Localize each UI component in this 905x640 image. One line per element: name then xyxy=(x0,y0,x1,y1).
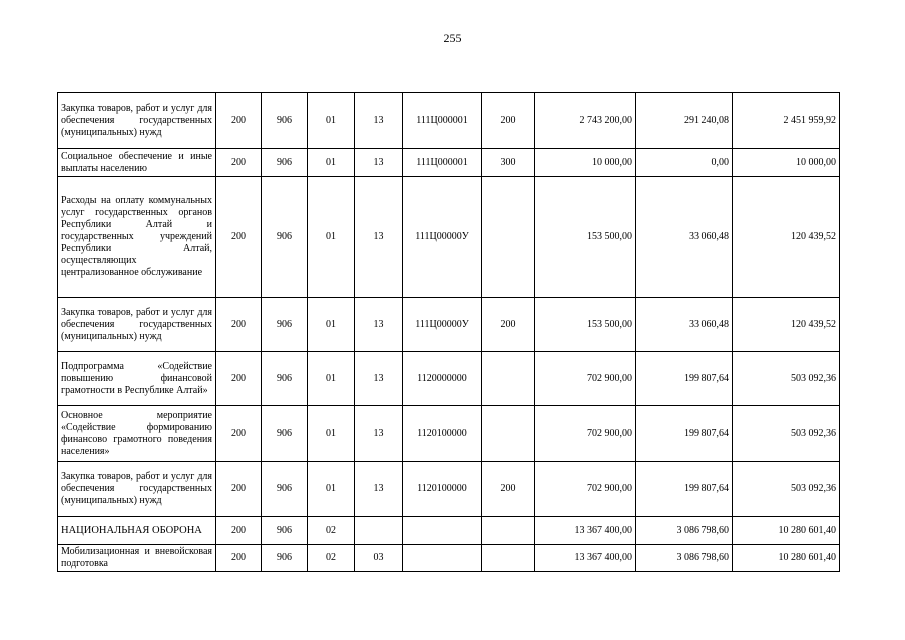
grbs-code: 906 xyxy=(262,517,308,545)
glava-code: 200 xyxy=(216,93,262,149)
glava-code: 200 xyxy=(216,462,262,517)
expense-type-code: 200 xyxy=(482,93,535,149)
table-row xyxy=(58,406,840,462)
target-article-code: 1120000000 xyxy=(403,352,482,406)
row-name: Социальное обеспечение и иные выплаты населению xyxy=(58,149,216,177)
section-code: 02 xyxy=(308,545,355,572)
remain-amount: 503 092,36 xyxy=(733,352,840,406)
section-code: 01 xyxy=(308,149,355,177)
row-name: Закупка товаров, работ и услуг для обеспечения государственных (муниципальных) нужд xyxy=(58,462,216,517)
section-code: 01 xyxy=(308,406,355,462)
table-row xyxy=(58,177,840,298)
remain-amount: 2 451 959,92 xyxy=(733,93,840,149)
remain-amount: 120 439,52 xyxy=(733,298,840,352)
remain-amount: 503 092,36 xyxy=(733,406,840,462)
glava-code: 200 xyxy=(216,406,262,462)
expense-type-code xyxy=(482,352,535,406)
subsection-code: 13 xyxy=(355,462,403,517)
subsection-code: 03 xyxy=(355,545,403,572)
table-row xyxy=(58,462,840,517)
row-name: НАЦИОНАЛЬНАЯ ОБОРОНА xyxy=(58,517,216,545)
section-code: 01 xyxy=(308,177,355,298)
table-row xyxy=(58,517,840,545)
plan-amount: 702 900,00 xyxy=(535,406,636,462)
target-article-code xyxy=(403,545,482,572)
fact-amount: 33 060,48 xyxy=(636,177,733,298)
fact-amount: 0,00 xyxy=(636,149,733,177)
fact-amount: 3 086 798,60 xyxy=(636,545,733,572)
remain-amount: 120 439,52 xyxy=(733,177,840,298)
plan-amount: 13 367 400,00 xyxy=(535,517,636,545)
grbs-code: 906 xyxy=(262,352,308,406)
grbs-code: 906 xyxy=(262,462,308,517)
table-row xyxy=(58,298,840,352)
section-code: 01 xyxy=(308,298,355,352)
glava-code: 200 xyxy=(216,352,262,406)
plan-amount: 153 500,00 xyxy=(535,177,636,298)
expense-type-code xyxy=(482,406,535,462)
grbs-code: 906 xyxy=(262,93,308,149)
row-name: Расходы на оплату коммунальных услуг государственных органов Республики Алтай и государственных учреждений Республики Алтай, осуществляющих централизованное обслуживание xyxy=(58,177,216,298)
expense-type-code xyxy=(482,177,535,298)
plan-amount: 13 367 400,00 xyxy=(535,545,636,572)
remain-amount: 503 092,36 xyxy=(733,462,840,517)
row-name: Закупка товаров, работ и услуг для обеспечения государственных (муниципальных) нужд xyxy=(58,93,216,149)
table-row xyxy=(58,93,840,149)
row-name: Подпрограмма «Содействие повышению финансовой грамотности в Республике Алтай» xyxy=(58,352,216,406)
expense-type-code: 200 xyxy=(482,462,535,517)
expense-type-code: 300 xyxy=(482,149,535,177)
target-article-code: 111Ц00000У xyxy=(403,177,482,298)
section-code: 01 xyxy=(308,352,355,406)
subsection-code: 13 xyxy=(355,352,403,406)
subsection-code: 13 xyxy=(355,298,403,352)
plan-amount: 702 900,00 xyxy=(535,462,636,517)
row-name: Закупка товаров, работ и услуг для обеспечения государственных (муниципальных) нужд xyxy=(58,298,216,352)
row-name: Мобилизационная и вневойсковая подготовка xyxy=(58,545,216,572)
grbs-code: 906 xyxy=(262,545,308,572)
section-code: 01 xyxy=(308,93,355,149)
grbs-code: 906 xyxy=(262,149,308,177)
target-article-code: 1120100000 xyxy=(403,406,482,462)
subsection-code: 13 xyxy=(355,149,403,177)
glava-code: 200 xyxy=(216,298,262,352)
table-row xyxy=(58,149,840,177)
target-article-code: 1120100000 xyxy=(403,462,482,517)
grbs-code: 906 xyxy=(262,406,308,462)
glava-code: 200 xyxy=(216,545,262,572)
plan-amount: 2 743 200,00 xyxy=(535,93,636,149)
remain-amount: 10 000,00 xyxy=(733,149,840,177)
remain-amount: 10 280 601,40 xyxy=(733,545,840,572)
fact-amount: 199 807,64 xyxy=(636,352,733,406)
fact-amount: 291 240,08 xyxy=(636,93,733,149)
section-code: 02 xyxy=(308,517,355,545)
subsection-code: 13 xyxy=(355,177,403,298)
remain-amount: 10 280 601,40 xyxy=(733,517,840,545)
fact-amount: 3 086 798,60 xyxy=(636,517,733,545)
row-name: Основное мероприятие «Содействие формированию финансово грамотного поведения населения» xyxy=(58,406,216,462)
plan-amount: 10 000,00 xyxy=(535,149,636,177)
grbs-code: 906 xyxy=(262,298,308,352)
subsection-code xyxy=(355,517,403,545)
budget-table xyxy=(57,92,840,572)
glava-code: 200 xyxy=(216,517,262,545)
section-code: 01 xyxy=(308,462,355,517)
target-article-code: 111Ц00000У xyxy=(403,298,482,352)
grbs-code: 906 xyxy=(262,177,308,298)
fact-amount: 33 060,48 xyxy=(636,298,733,352)
fact-amount: 199 807,64 xyxy=(636,462,733,517)
fact-amount: 199 807,64 xyxy=(636,406,733,462)
subsection-code: 13 xyxy=(355,406,403,462)
glava-code: 200 xyxy=(216,177,262,298)
target-article-code xyxy=(403,517,482,545)
plan-amount: 702 900,00 xyxy=(535,352,636,406)
expense-type-code: 200 xyxy=(482,298,535,352)
page-number: 255 xyxy=(443,31,462,45)
subsection-code: 13 xyxy=(355,93,403,149)
target-article-code: 111Ц000001 xyxy=(403,93,482,149)
table-row xyxy=(58,545,840,572)
target-article-code: 111Ц000001 xyxy=(403,149,482,177)
expense-type-code xyxy=(482,517,535,545)
table-row xyxy=(58,352,840,406)
expense-type-code xyxy=(482,545,535,572)
glava-code: 200 xyxy=(216,149,262,177)
plan-amount: 153 500,00 xyxy=(535,298,636,352)
